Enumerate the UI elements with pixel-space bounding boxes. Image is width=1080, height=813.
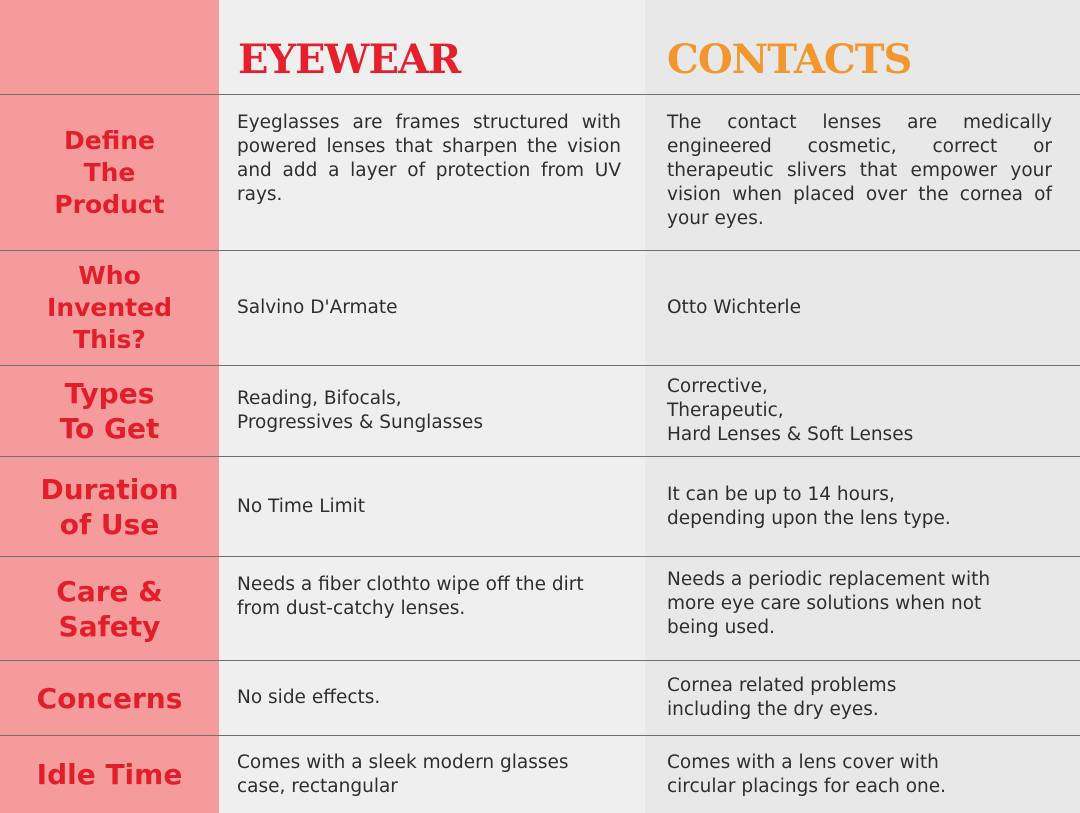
eyewear-cell-text: Reading, Bifocals, Progressives & Sunglasses — [237, 388, 483, 433]
row-concerns — [0, 661, 1080, 736]
eyewear-cell — [237, 736, 621, 813]
eyewear-column-title: EYEWEAR — [238, 36, 461, 83]
eyewear-cell — [237, 251, 621, 365]
row-label — [0, 366, 219, 456]
eyewear-cell-text: Eyeglasses are frames structured with powered lenses that sharpen the vision and add a layer of protection from UV rays. — [237, 112, 621, 205]
contacts-cell — [667, 251, 1052, 365]
row-duration-of-use — [0, 457, 1080, 557]
row-label-text: Duration of Use — [40, 472, 179, 541]
contacts-cell-text: The contact lenses are medically engineered cosmetic, correct or therapeutic slivers that empower your vision when placed over the cornea of your eyes. — [667, 112, 1052, 229]
contacts-cell-text: It can be up to 14 hours, depending upon the lens type. — [667, 483, 951, 529]
contacts-cell — [667, 557, 1052, 660]
row-label-text: Care & Safety — [56, 574, 163, 643]
eyewear-cell-text: Salvino D'Armate — [237, 297, 398, 318]
contacts-cell-text: Comes with a lens cover with circular placings for each one. — [667, 751, 947, 797]
contacts-cell — [667, 95, 1052, 250]
eyewear-cell — [237, 457, 621, 556]
eyewear-cell — [237, 366, 621, 456]
row-types-to-get — [0, 366, 1080, 457]
eyewear-cell-text: Comes with a sleek modern glasses case, rectangular — [237, 751, 569, 797]
row-define-product — [0, 95, 1080, 251]
row-label-text: Who Invented This? — [47, 261, 172, 354]
row-label — [0, 736, 219, 813]
eyewear-cell — [237, 661, 621, 735]
row-label — [0, 95, 219, 250]
eyewear-cell-text: Needs a fiber clothto wipe off the dirt from dust-catchy lenses. — [237, 574, 584, 619]
contacts-cell — [667, 661, 1052, 735]
row-label-text: Define The Product — [54, 125, 165, 219]
contacts-cell-text: Cornea related problems including the dry eyes. — [667, 675, 897, 720]
header-row — [0, 0, 1080, 95]
row-care-safety — [0, 557, 1080, 661]
contacts-cell — [667, 736, 1052, 813]
contacts-cell-text: Needs a periodic replacement with more eye care solutions when not being used. — [667, 569, 991, 638]
eyewear-cell — [237, 557, 621, 660]
eyewear-cell — [237, 95, 621, 250]
contacts-cell — [667, 457, 1052, 556]
row-label-text: Types To Get — [59, 377, 160, 445]
row-label — [0, 557, 219, 660]
contacts-cell-text: Corrective, Therapeutic, Hard Lenses & Soft Lenses — [667, 376, 914, 445]
eyewear-cell-text: No side effects. — [237, 687, 381, 708]
row-label — [0, 251, 219, 365]
contacts-column-title: CONTACTS — [667, 36, 912, 83]
row-label — [0, 457, 219, 556]
row-label-text: Concerns — [36, 681, 183, 715]
row-idle-time — [0, 736, 1080, 813]
contacts-cell-text: Otto Wichterle — [667, 297, 801, 318]
eyewear-cell-text: No Time Limit — [237, 495, 366, 517]
row-label — [0, 661, 219, 735]
row-label-text: Idle Time — [36, 758, 183, 791]
contacts-cell — [667, 366, 1052, 456]
row-who-invented — [0, 251, 1080, 366]
